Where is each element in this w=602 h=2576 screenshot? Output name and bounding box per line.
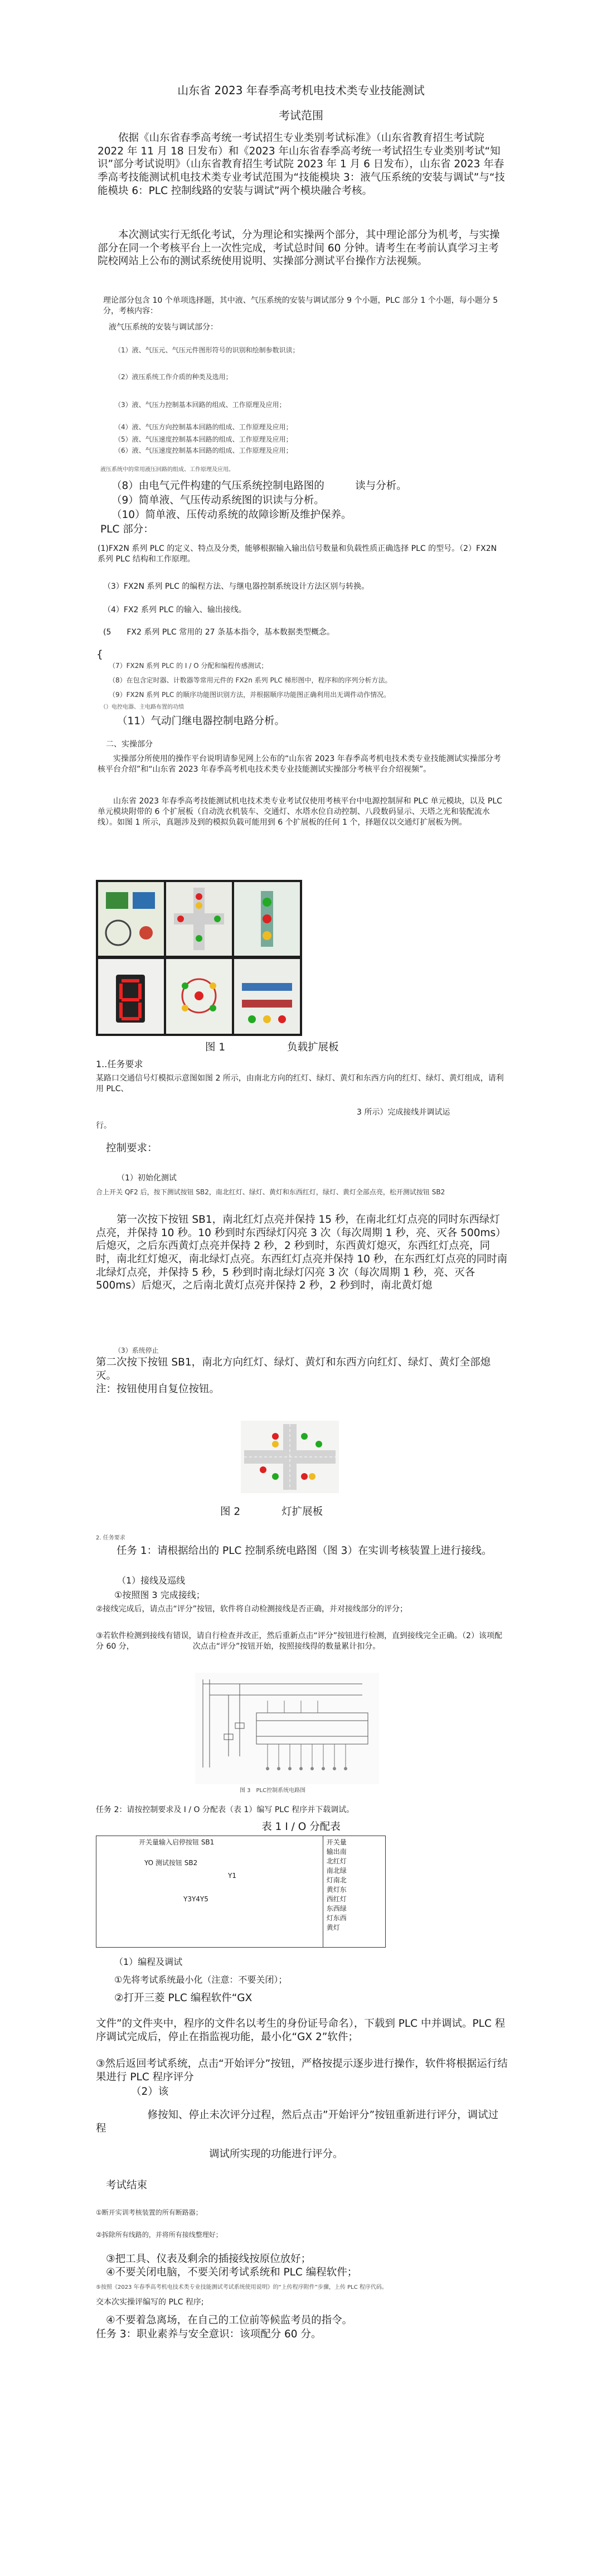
theory-note: 理论部分包含 10 个单项选择题，其中液、气压系统的安装与调试部分 9 个小题，PLC 部分 1 个小题，每小题分 5 分，考核内容： bbox=[103, 296, 501, 316]
section-a-paragraph: 本次测试实行无纸化考试，分为理论和实操两个部分，其中理论部分为机考，与实操部分在同一个考核平台上一次性完成，考试总时间 60 分钟。请考生在考前认真学习主考院校网站上公布的测试系统使用说明、实操部分测试平台操作方法视频。 bbox=[98, 229, 500, 268]
hyd-item: （4）液、气压方向控制基本回路的组成、工作原理及应用； bbox=[114, 423, 293, 431]
hyd-item: （2）液压系统工作介质的种类及选用； bbox=[114, 373, 232, 381]
plc-small-note: （）电控电器、主电路布置的功绩 bbox=[100, 704, 184, 710]
io-table-title: 表 1 I / O 分配表 bbox=[261, 1821, 341, 1833]
programming-note-end: 调试所实现的功能进行评分。 bbox=[209, 2148, 343, 2160]
control-requirements-header: 控制要求： bbox=[106, 1142, 158, 1154]
hyd-item-10: （10）简单液、压传动系统的故障诊断及维护保养。 bbox=[111, 509, 352, 521]
task-paragraph: 某路口交通信号灯模拟示意图如图 2 所示，由南北方向的红灯、绿灯、黄灯和东西方向的红灯、绿灯、黄灯组成，请利用 PLC、 bbox=[96, 1074, 504, 1093]
exam-end-header: 考试结束 bbox=[106, 2180, 148, 2191]
system-stop-header: （3）系统停止 bbox=[114, 1347, 159, 1354]
task-1-wiring-header: （1）接线及巡线 bbox=[117, 1575, 186, 1586]
self-reset-note: 注：按钮使用自复位按钮。 bbox=[96, 1383, 220, 1395]
io-output-label: 开关量 bbox=[326, 1838, 347, 1846]
figure-2-traffic-board bbox=[241, 1421, 339, 1493]
part2-paragraph-1: 实操部分所使用的操作平台说明请参见网上公布的“山东省 2023 年春季高考机电技术类专业技能测试实操部分考核平台介绍”和“山东省 2023 年春季高考机电技术类专业技能测试实操部分考核平台介绍视频”。 bbox=[98, 754, 501, 774]
io-output-label: 灯南北 bbox=[326, 1876, 347, 1884]
hyd-item: （3）液、气压力控制基本回路的组成、工作原理及应用； bbox=[114, 401, 286, 409]
io-output-label: 黄灯 bbox=[326, 1924, 340, 1931]
plc-small-item: （9）FX2N 系列 PLC 的顺序功能图识别方法，并根据顺序功能图正确利用出无调件动作情况。 bbox=[109, 691, 391, 699]
task-3: 任务 3：职业素养与安全意识：该项配分 60 分。 bbox=[96, 2328, 322, 2340]
figure-3-caption: 图 3 PLC控制系统电路图 bbox=[240, 1788, 306, 1794]
programming-step-3: ③然后返回考试系统，点击“开始评分”按钮，严格按提示逐步进行操作，软件将根据运行结果进行 PLC 程序评分 bbox=[96, 2058, 508, 2083]
io-table-outputs-cell bbox=[323, 1836, 385, 1948]
task-1-step-3: ③若软件检测到接线有错误，请自行检查并改正，然后重新点击“评分”按钮进行检测，直到接线完全正确。（2）该项配分 60 分， 次点击“评分”按钮开始，按照接线得的数量累计扣分。 bbox=[96, 1631, 502, 1651]
init-test-note: 合上开关 QF2 后，按下测试按钮 SB2，南北红灯、绿灯、黄灯和东西红灯，绿灯、黄灯全部点亮，松开测试按钮 SB2 bbox=[96, 1188, 445, 1196]
plc-item: (5 FX2 系列 PLC 常用的 27 条基本指令，基本数据类型概念。 bbox=[103, 628, 335, 637]
hydraulic-header: 液气压系统的安装与调试部分： bbox=[109, 323, 218, 332]
programming-step-1: ①先将考试系统最小化（注意：不要关闭）； bbox=[114, 1974, 288, 1985]
io-output-label: 西红灯 bbox=[326, 1895, 347, 1903]
io-allocation-table bbox=[96, 1836, 386, 1948]
exam-end-step: ③把工具、仪表及剩余的插接线按原位放好； bbox=[106, 2253, 312, 2265]
plc-item: (1)FX2N 系列 PLC 的定义、特点及分类，能够根据输入输出信号数量和负载性质正确选择 PLC 的型号。（2）FX2N 系列 PLC 结构和工作原理。 bbox=[98, 544, 499, 564]
io-output-label: 输出南 bbox=[326, 1848, 347, 1856]
hyd-item-9: （9）简单液、气压传动系统图的识读与分析。 bbox=[111, 495, 324, 506]
figure-1-caption: 图 1 负载扩展板 bbox=[205, 1042, 339, 1053]
plc-small-item: （7）FX2N 系列 PLC 的 I / O 分配和编程传感测试； bbox=[109, 662, 268, 670]
exam-end-step: ①断开实训考核装置的所有断路器； bbox=[96, 2209, 202, 2216]
part2-paragraph-2: 山东省 2023 年春季高考技能测试机电技术类专业考试仅使用考核平台中电源控制屏和 PLC 单元模块，以及 PLC 单元模块附带的 6 个扩展板（自动洗衣机装车、交通灯、水塔水位自动控制、八段数码显示、天塔之光和装配流水线）。如图 1 所示，真题涉及到的模拟负载可能用到 6 个扩展板的任何 1 个，择题仅以交通灯扩展板为例。 bbox=[98, 797, 505, 827]
programming-note-start: （2）该 bbox=[131, 2086, 169, 2098]
task-1-step-1: ①按照图 3 完成接线； bbox=[114, 1590, 205, 1600]
task-2: 任务 2：请按控制要求及 I / O 分配表（表 1）编写 PLC 程序并下载调试。 bbox=[96, 1805, 355, 1814]
task-1: 任务 1：请根据给出的 PLC 控制系统电路图（图 3）在实训考核装置上进行接线。 bbox=[116, 1545, 492, 1557]
figure-1-expansion-boards bbox=[96, 880, 302, 1036]
programming-header: （1）编程及调试 bbox=[114, 1957, 183, 1967]
exam-end-upload-note: ⑤按照《2023 年春季高考机电技术类专业技能测试考试系统使用说明》的“上传程序附件”步骤，上传 PLC 程序代码。 bbox=[96, 2284, 387, 2291]
task-1-step-2: ②接线完成后，请点击“评分”按钮，软件将自动检测接线是否正确，并对接线部分的评分； bbox=[96, 1605, 408, 1614]
hyd-small-note: 液压系统中的常用液压回路的组成、工作原理及应用。 bbox=[100, 467, 234, 473]
plc-header: PLC 部分： bbox=[100, 524, 154, 535]
intro-paragraph: 依据《山东省春季高考统一考试招生专业类别考试标准》（山东省教育招生考试院 2022 年 11 月 18 日发布）和《2023 年山东省春季高考统一考试招生专业类别考试“知识”部分考试说明》（山东省教育招生考试院 2023 年 1 月 6 日发布），山东省 2023 年春季高考技能测试机电技术类专业考试范围为“技能模块 3：液气压系统的安装与调试”与“技能模块 6：PLC 控制线路的安装与调试”两个模块融合考核。 bbox=[98, 132, 505, 197]
task-paragraph-end: 行。 bbox=[96, 1121, 111, 1130]
init-test-header: （1）初始化测试 bbox=[117, 1174, 177, 1183]
task-label-small: 2. 任务要求 bbox=[96, 1535, 125, 1541]
io-input-row: YO 测试按钮 SB2 bbox=[144, 1859, 198, 1867]
hyd-item: （1）液、气压元、气压元件图形符号的识别和绘制参数识读； bbox=[114, 346, 299, 354]
plc-item: （3）FX2N 系列 PLC 的编程方法、与继电器控制系统设计方法区别与转换。 bbox=[103, 582, 370, 591]
exam-end-submit: 交本次实操评编写的 PLC 程序; bbox=[96, 2298, 204, 2307]
figure-2-caption: 图 2 灯扩展板 bbox=[220, 1506, 323, 1518]
system-stop-paragraph: 第二次按下按钮 SB1，南北方向红灯、绿灯、黄灯和东西方向红灯、绿灯、黄灯全部熄灭。 bbox=[96, 1357, 491, 1382]
io-table-inputs-cell bbox=[96, 1836, 323, 1948]
task-paragraph-cont: 3 所示）完成接线并调试运 bbox=[357, 1108, 450, 1117]
io-output-row: Y3Y4Y5 bbox=[183, 1895, 208, 1903]
document-title: 山东省 2023 年春季高考机电技术类专业技能测试 bbox=[177, 84, 425, 97]
brace-mark: { bbox=[96, 649, 103, 661]
io-output-label: 南北绿 bbox=[326, 1867, 347, 1875]
exam-end-step: ④不要关闭电脑，不要关闭考试系统和 PLC 编程软件； bbox=[106, 2267, 358, 2278]
part2-header: 二、实操部分 bbox=[106, 740, 153, 749]
io-output-label: 东西绿 bbox=[326, 1905, 347, 1912]
hyd-item: （6）液、气压速度控制基本回路的组成、工作原理及应用； bbox=[114, 447, 293, 454]
programming-step-2: ②打开三菱 PLC 编程软件“GX bbox=[114, 1992, 253, 2004]
exam-end-step: ②拆除所有线路的，并将所有接线整理好； bbox=[96, 2231, 222, 2239]
figure-3-circuit-diagram bbox=[195, 1673, 379, 1784]
io-output-label: 北红灯 bbox=[326, 1857, 347, 1865]
hyd-item-8: （8）由电气元件构建的气压系统控制电路图的 读与分析。 bbox=[111, 480, 407, 492]
io-input-row: 开关量输入启停按钮 SB1 bbox=[139, 1838, 215, 1846]
task-requirement-header: 1..任务要求 bbox=[96, 1059, 143, 1069]
io-output-label: 灯东西 bbox=[326, 1914, 347, 1922]
io-output-label: 黄灯东 bbox=[326, 1886, 347, 1894]
document-subtitle: 考试范围 bbox=[279, 109, 323, 122]
sb1-sequence-paragraph: 第一次按下按钮 SB1，南北红灯点亮并保持 15 秒，在南北红灯点亮的同时东西绿灯点亮，并保持 10 秒。10 秒到时东西绿灯闪亮 3 次（每次周期 1 秒，亮、灭各 500ms）后熄灭，之后东西黄灯点亮并保持 2 秒，2 秒到时，东西黄灯熄灭，东西红灯点亮，同时，南北红灯熄灭，南北绿灯点亮。东西红灯点亮并保持 10 秒，在东西红灯点亮的同时南北绿灯点亮，并保持 5 秒，5 秒到时南北绿灯闪亮 3 次（每次周期 1 秒，亮、灭各 500ms）后熄灭，之后南北黄灯点亮并保持 2 秒，2 秒到时，南北黄灯熄 bbox=[96, 1214, 508, 1292]
programming-note: 修按知、停止未次评分过程，然后点击”开始评分”按钮重新进行评分，调试过程 bbox=[96, 2109, 499, 2134]
plc-small-item: （8）在包含定时器、计数器等常用元件的 FX2n 系列 PLC 梯形图中，程序和的序列分析方法。 bbox=[109, 676, 392, 684]
exam-end-wait: ④不要着急离场，在自己的工位前等候监考员的指令。 bbox=[106, 2314, 353, 2326]
plc-item-11: （11）气动门继电器控制电路分析。 bbox=[117, 715, 285, 727]
programming-step-2-cont: 文件”的文件夹中，程序的文件名以考生的身份证号命名），下载到 PLC 中并调试。PLC 程序调试完成后，停止在指监视功能，最小化“GX 2”软件； bbox=[96, 2018, 506, 2043]
plc-item: （4）FX2 系列 PLC 的输入、输出接线。 bbox=[103, 606, 246, 614]
io-output-row: Y1 bbox=[228, 1872, 236, 1880]
hyd-item: （5）液、气压速度控制基本回路的组成、工作原理及应用； bbox=[114, 435, 293, 443]
